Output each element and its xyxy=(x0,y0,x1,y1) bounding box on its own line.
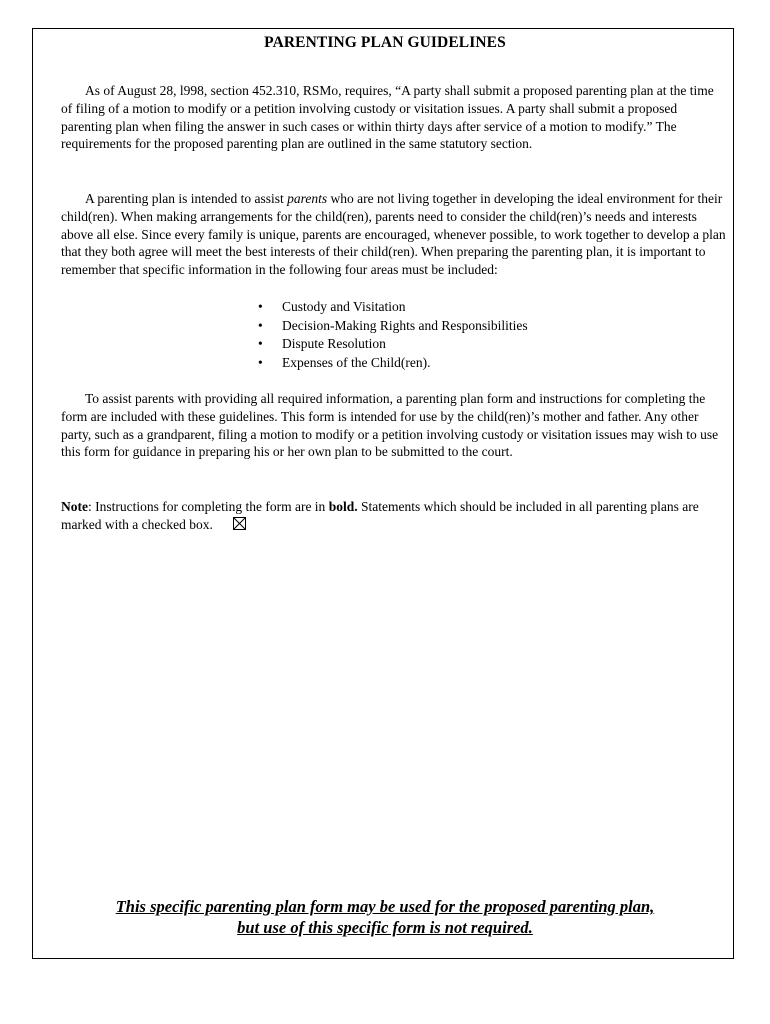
checked-box-icon xyxy=(233,517,246,530)
list-item-label: Expenses of the Child(ren). xyxy=(282,354,431,370)
bullet-icon: • xyxy=(258,354,263,370)
note-text-end: Statements which should be included in all parenting plans are marked with a checked box. xyxy=(61,499,699,532)
document-title: PARENTING PLAN GUIDELINES xyxy=(264,34,506,51)
list-item-label: Dispute Resolution xyxy=(282,336,386,351)
note-paragraph xyxy=(61,498,727,534)
required-areas-list xyxy=(258,298,528,372)
list-item-label: Custody and Visitation xyxy=(282,299,406,314)
parents-emphasis: parents xyxy=(287,191,328,206)
list-item xyxy=(258,354,528,373)
statute-paragraph: As of August 28, l998, section 452.310, RSMo, requires, “A party shall submit a proposed parenting plan at the time of filing of a motion to modify or a petition involving custody or visitation issues. A party shall submit a proposed parenting plan when filing the answer in such cases or within thirty days after service of a motion to modify.” The requirements for the proposed parenting plan are outlined in the same statutory section. xyxy=(61,83,714,152)
purpose-text-start: A parenting plan is intended to assist xyxy=(85,191,288,206)
form-usage-paragraph: To assist parents with providing all required information, a parenting plan form and instructions for completing the form are included with these guidelines. This form is intended for use by the child(ren)’s mother and father. Any other party, such as a grandparent, filing a motion to modify or a petition involving custody or visitation issues may wish to use this form for guidance in preparing his or her own plan to be submitted to the court. xyxy=(61,391,719,460)
bullet-icon: • xyxy=(258,336,263,351)
bullet-icon: • xyxy=(258,299,263,314)
footer-disclaimer xyxy=(0,896,770,938)
note-bold-word: bold. xyxy=(328,499,358,514)
note-text-start: : Instructions for completing the form are in xyxy=(88,499,329,514)
bullet-icon: • xyxy=(258,317,263,333)
footer-line-1: This specific parenting plan form may be used for the proposed parenting plan, xyxy=(115,897,655,916)
footer-line-2: but use of this specific form is not required. xyxy=(237,918,533,937)
page-border xyxy=(32,28,734,959)
list-item xyxy=(258,298,528,317)
list-item xyxy=(258,335,528,354)
list-item xyxy=(258,317,528,336)
purpose-text-end: who are not living together in developing the ideal environment for their child(ren). When making arrangements for the child(ren), parents need to consider the child(ren)’s needs and interests above all else. Since every family is unique, parents are encouraged, whenever possible, to work together to develop a plan that they both agree will meet the best interests of their child(ren). When preparing the parenting plan, it is important to remember that specific information in the following four areas must be included: xyxy=(61,191,726,278)
list-item-label: Decision-Making Rights and Responsibilities xyxy=(282,317,528,333)
purpose-paragraph xyxy=(61,190,727,279)
note-label: Note xyxy=(61,499,88,514)
